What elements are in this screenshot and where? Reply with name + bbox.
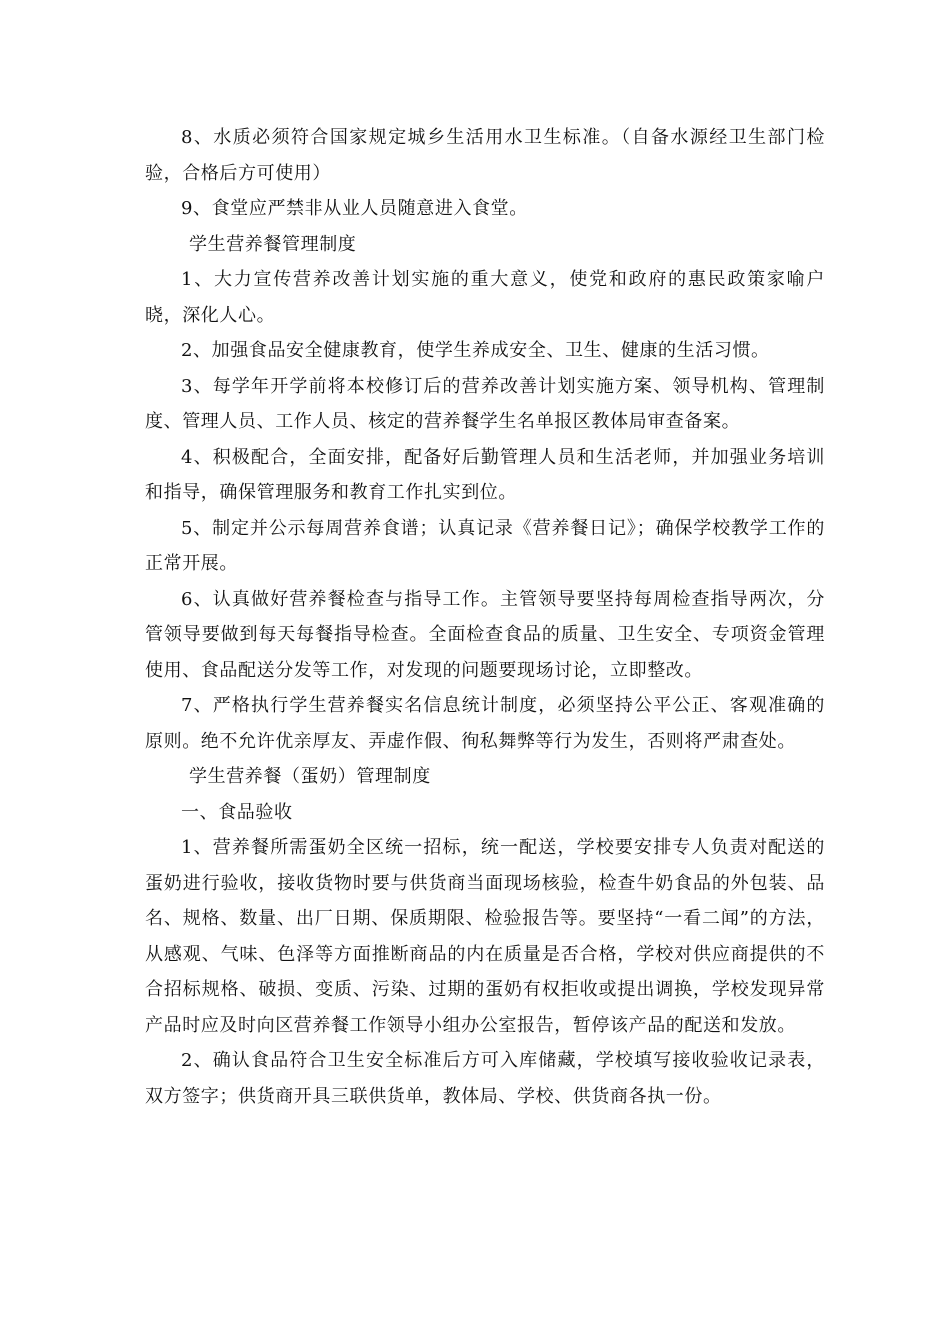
paragraph-item-6: 6、认真做好营养餐检查与指导工作。主管领导要坚持每周检查指导两次，分管领导要做到每天每餐指导检查。全面检查食品的质量、卫生安全、专项资金管理使用、食品配送分发等工作，对发现的问题要现场讨论，立即整改。	[145, 588, 825, 681]
paragraph-item-8: 8、水质必须符合国家规定城乡生活用水卫生标准。（自备水源经卫生部门检验，合格后方可使用）	[145, 127, 825, 184]
paragraph-item-3: 3、每学年开学前将本校修订后的营养改善计划实施方案、领导机构、管理制度、管理人员、工作人员、核定的营养餐学生名单报区教体局审查备案。	[145, 375, 825, 432]
paragraph-item-7: 7、严格执行学生营养餐实名信息统计制度，必须坚持公平公正、客观准确的原则。绝不允许优亲厚友、弄虚作假、徇私舞弊等行为发生，否则将严肃查处。	[145, 695, 825, 752]
paragraph-item-1: 1、大力宣传营养改善计划实施的重大意义，使党和政府的惠民政策家喻户晓，深化人心。	[145, 269, 825, 326]
section-heading-nutrition-meal: 学生营养餐管理制度	[189, 233, 357, 255]
paragraph-item-9: 9、食堂应严禁非从业人员随意进入食堂。	[181, 198, 528, 219]
document-body	[145, 120, 825, 1114]
paragraph-inspection-2: 2、确认食品符合卫生安全标准后方可入库储藏，学校填写接收验收记录表，双方签字；供货商开具三联供货单，教体局、学校、供货商各执一份。	[145, 1050, 825, 1107]
subsection-heading-food-inspection: 一、食品验收	[181, 801, 293, 823]
paragraph-item-5: 5、制定并公示每周营养食谱；认真记录《营养餐日记》；确保学校教学工作的正常开展。	[145, 517, 825, 574]
section-heading-egg-milk: 学生营养餐（蛋奶）管理制度	[189, 766, 431, 787]
paragraph-item-4: 4、积极配合，全面安排，配备好后勤管理人员和生活老师，并加强业务培训和指导，确保管理服务和教育工作扎实到位。	[145, 446, 825, 503]
paragraph-item-2: 2、加强食品安全健康教育，使学生养成安全、卫生、健康的生活习惯。	[181, 340, 770, 361]
paragraph-inspection-1: 1、营养餐所需蛋奶全区统一招标，统一配送，学校要安排专人负责对配送的蛋奶进行验收，接收货物时要与供货商当面现场核验，检查牛奶食品的外包装、品名、规格、数量、出厂日期、保质期限、检验报告等。要坚持“一看二闻”的方法，从感观、气味、色泽等方面推断商品的内在质量是否合格，学校对供应商提供的不合招标规格、破损、变质、污染、过期的蛋奶有权拒收或提出调换，学校发现异常产品时应及时向区营养餐工作领导小组办公室报告，暂停该产品的配送和发放。	[145, 837, 825, 1036]
